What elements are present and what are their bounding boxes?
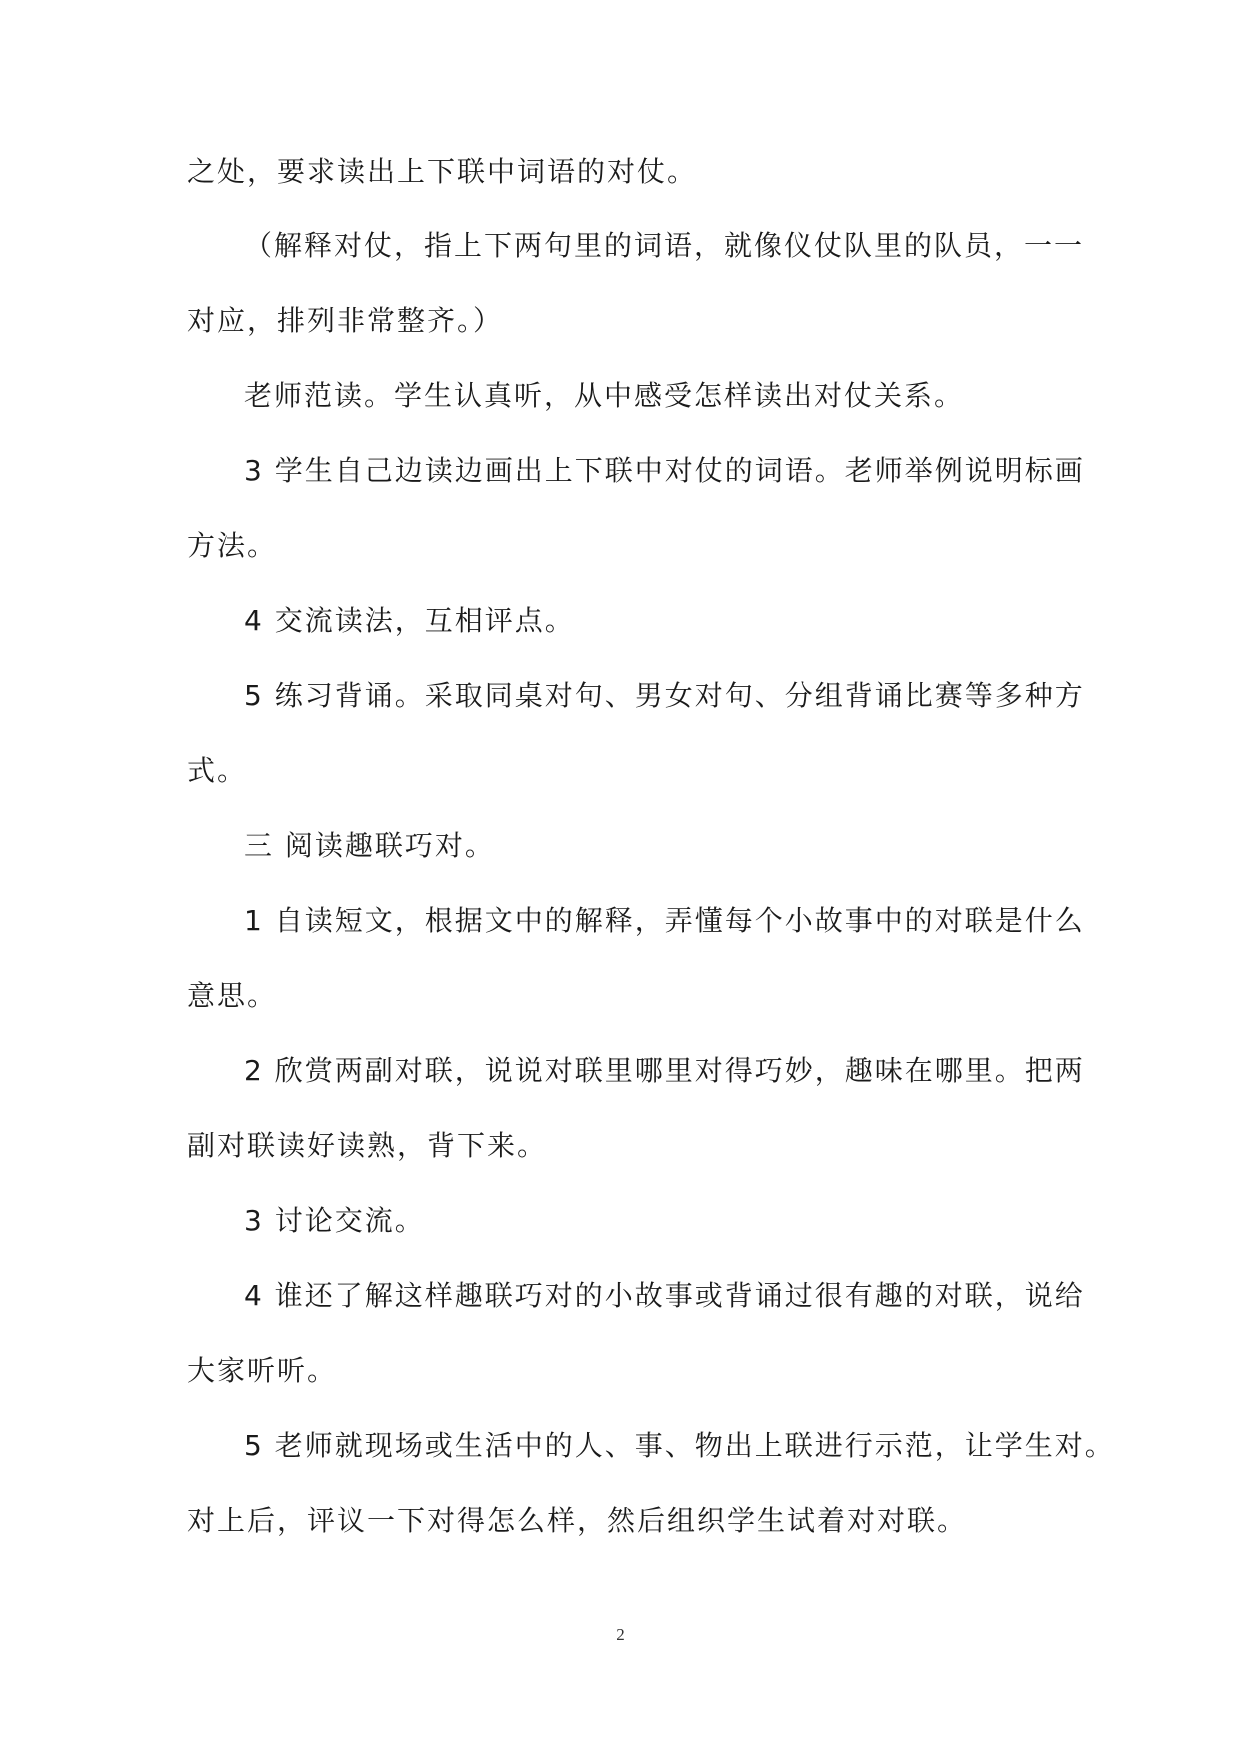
text-line: 2 欣赏两副对联，说说对联里哪里对得巧妙，趣味在哪里。把两 [244,1054,1085,1087]
text-line: 方法。 [187,529,278,562]
text-line: 大家听听。 [187,1354,338,1387]
page-number: 2 [616,1625,625,1644]
text-line: 4 交流读法，互相评点。 [244,604,575,637]
text-line: 副对联读好读熟，背下来。 [187,1129,548,1162]
text-line: 式。 [187,754,248,787]
text-line: 5 老师就现场或生活中的人、事、物出上联进行示范，让学生对。 [244,1429,1115,1462]
text-line: 4 谁还了解这样趣联巧对的小故事或背诵过很有趣的对联，说给 [244,1279,1085,1312]
text-line: 5 练习背诵。采取同桌对句、男女对句、分组背诵比赛等多种方 [244,679,1085,712]
text-line: 3 讨论交流。 [244,1204,425,1237]
text-line: 3 学生自己边读边画出上下联中对仗的词语。老师举例说明标画 [244,454,1085,487]
text-line: 老师范读。学生认真听，从中感受怎样读出对仗关系。 [244,379,965,412]
text-line: 之处，要求读出上下联中词语的对仗。 [187,155,698,188]
text-line: 1 自读短文，根据文中的解释，弄懂每个小故事中的对联是什么 [244,904,1085,937]
text-line: 对应，排列非常整齐。） [187,304,504,337]
text-line: 对上后，评议一下对得怎么样，然后组织学生试着对对联。 [187,1504,968,1537]
section-heading: 三 阅读趣联巧对。 [244,829,495,862]
text-line: 意思。 [187,979,278,1012]
text-line: （解释对仗，指上下两句里的词语，就像仪仗队里的队员，一一 [244,229,1085,262]
